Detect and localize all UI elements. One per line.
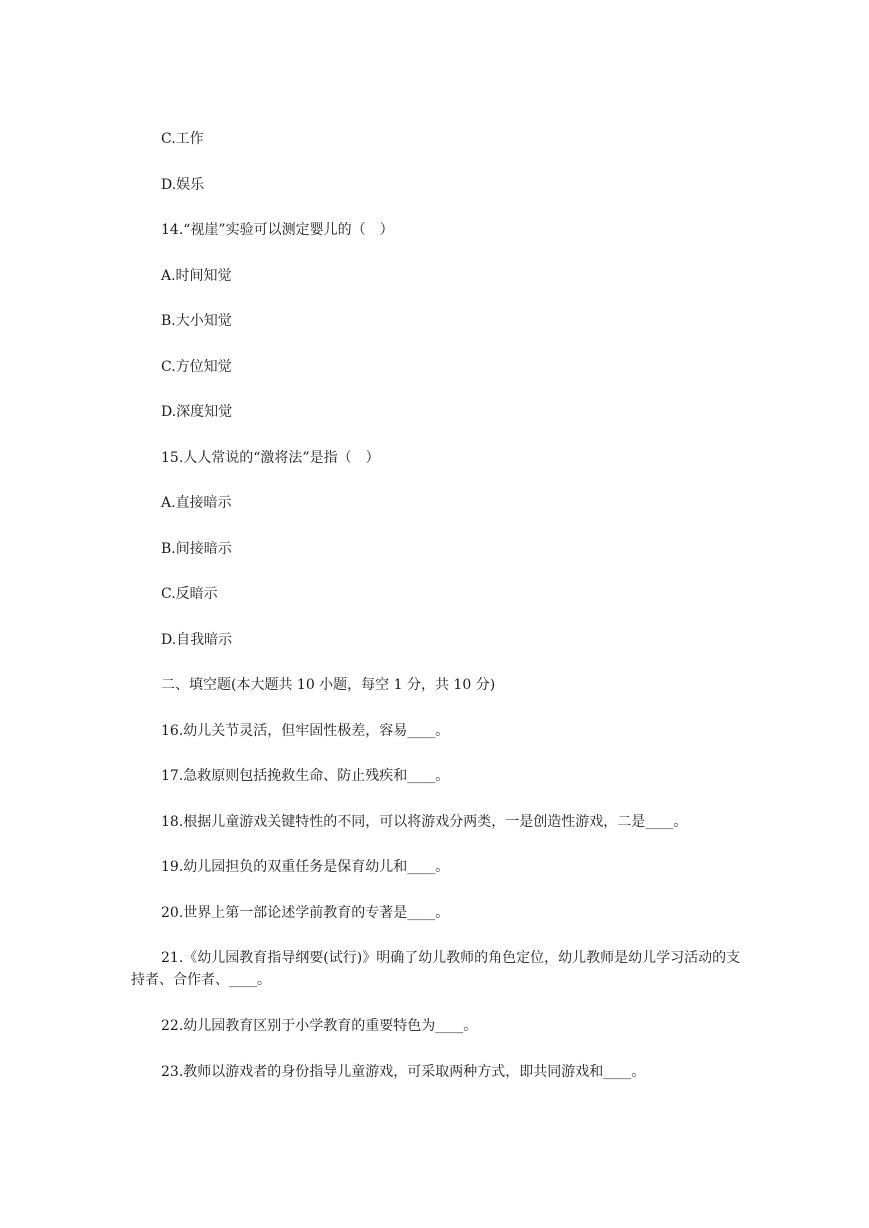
option-15a: A.直接暗示 — [161, 495, 232, 511]
question-18: 18.根据儿童游戏关键特性的不同，可以将游戏分两类，一是创造性游戏，二是____。 — [161, 814, 688, 830]
question-14: 14.“视崖”实验可以测定婴儿的（ ） — [161, 222, 394, 238]
option-14d: D.深度知觉 — [161, 404, 233, 420]
question-17: 17.急救原则包括挽救生命、防止残疾和____。 — [161, 768, 450, 784]
option-14b: B.大小知觉 — [161, 313, 232, 329]
question-21: 21.《幼儿园教育指导纲要(试行)》明确了幼儿教师的角色定位，幼儿教师是幼儿学习活动的支持者、合作者、____。 — [131, 950, 741, 988]
option-14a: A.时间知觉 — [161, 268, 232, 284]
option-15c: C.反暗示 — [161, 586, 218, 602]
option-15b: B.间接暗示 — [161, 541, 232, 557]
question-23: 23.教师以游戏者的身份指导儿童游戏，可采取两种方式，即共同游戏和____。 — [161, 1064, 646, 1080]
option-13c: C.工作 — [161, 131, 204, 147]
question-20: 20.世界上第一部论述学前教育的专著是____。 — [161, 905, 450, 921]
question-15: 15.人人常说的“激将法”是指（ ） — [161, 450, 380, 466]
option-14c: C.方位知觉 — [161, 359, 232, 375]
option-13d: D.娱乐 — [161, 177, 205, 193]
question-22: 22.幼儿园教育区别于小学教育的重要特色为____。 — [161, 1018, 478, 1034]
question-16: 16.幼儿关节灵活，但牢固性极差，容易____。 — [161, 723, 450, 739]
question-19: 19.幼儿园担负的双重任务是保育幼儿和____。 — [161, 859, 450, 875]
option-15d: D.自我暗示 — [161, 632, 233, 648]
section-heading: 二、填空题(本大题共 10 小题，每空 1 分，共 10 分) — [161, 677, 496, 693]
